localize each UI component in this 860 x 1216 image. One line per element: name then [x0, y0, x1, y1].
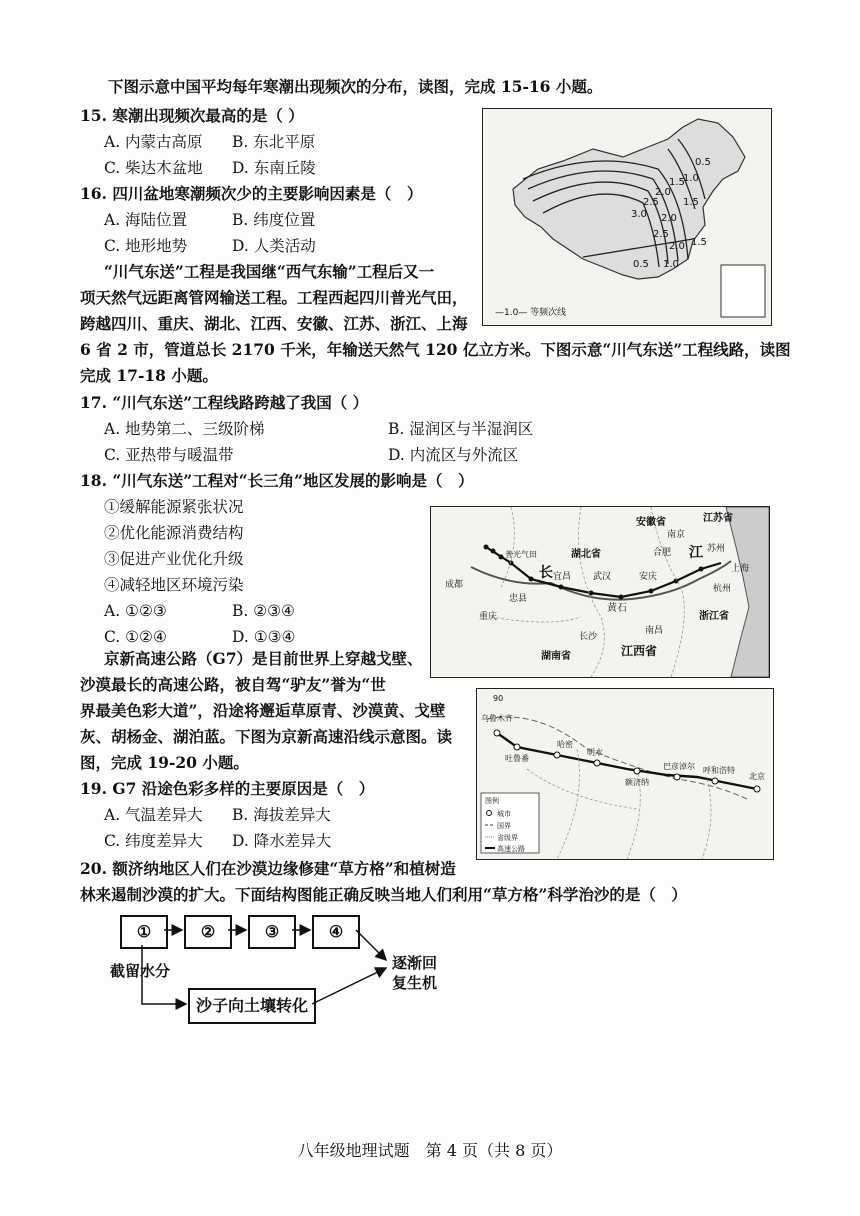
map-label-1-0: 1.0: [683, 173, 699, 184]
cold-wave-map-svg: [483, 109, 771, 325]
map-label-0-5: 0.5: [695, 157, 711, 168]
legend-city: 城市: [497, 810, 511, 818]
label-nanchang: 南昌: [645, 626, 664, 636]
question-16-stem: 16. 四川盆地寒潮频次少的主要影响因素是（ ）: [80, 184, 423, 203]
map-label-2-0: 2.0: [655, 187, 671, 198]
g7-expressway-map: [476, 688, 774, 860]
label-hami: 哈密: [557, 740, 573, 749]
map-label-2-0b: 2.0: [661, 213, 677, 224]
label-urumqi: 乌鲁木齐: [481, 714, 513, 723]
q18-option-d: D. ①③④: [232, 628, 296, 646]
page-footer: 八年级地理试题 第 4 页（共 8 页）: [297, 1141, 563, 1160]
west-east-gas-pipeline-map: [430, 506, 770, 678]
flow-box-3: ③: [248, 915, 296, 949]
label-bayannur: 巴彦淖尔: [663, 762, 695, 771]
intro-15-16: 下图示意中国平均每年寒潮出现频次的分布，读图，完成 15-16 小题。: [108, 77, 603, 96]
label-hunan: 湖南省: [541, 651, 571, 662]
intro-17-18-line2: 项天然气远距离管网输送工程。工程西起四川普光气田，: [80, 288, 468, 307]
label-shanghai: 上海: [731, 564, 750, 574]
q15-option-b: B. 东北平原: [232, 133, 316, 151]
map-label-2-0c: 2.0: [669, 241, 685, 252]
question-17-stem: 17. “川气东送”工程线路跨越了我国（ ）: [80, 393, 369, 412]
q15-option-c: C. 柴达木盆地: [104, 159, 203, 177]
map-label-1-0b: 1.0: [663, 259, 679, 270]
label-ejina: 额济纳: [625, 778, 649, 787]
south-sea-inset: [721, 265, 765, 317]
intro-17-18-line4: 6 省 2 市，管道总长 2170 千米，年输送天然气 120 亿立方米。下图示意“川气东送”工程线路，读图: [80, 340, 791, 359]
label-zhongxian: 忠县: [509, 594, 528, 604]
label-nanjing: 南京: [667, 530, 686, 540]
q16-option-c: C. 地形地势: [104, 237, 188, 255]
label-huangshi: 黄石: [607, 603, 627, 614]
q18-option-b: B. ②③④: [232, 602, 295, 620]
label-anqing: 安庆: [639, 572, 658, 582]
china-outline: [513, 119, 745, 279]
label-chongqing: 重庆: [479, 612, 498, 622]
label-zhejiang: 浙江省: [699, 611, 729, 622]
legend-title: 图例: [485, 797, 499, 805]
label-turpan: 吐鲁番: [505, 754, 529, 763]
flow-label-recover-2: 复生机: [392, 974, 438, 992]
question-18-stem: 18. “川气东送”工程对“长三角”地区发展的影响是（ ）: [80, 471, 474, 490]
q16-option-d: D. 人类活动: [232, 237, 316, 255]
label-jiangxi: 江西省: [621, 644, 658, 658]
label-mingshui: 明水: [587, 748, 603, 757]
label-anhui: 安徽省: [636, 517, 666, 528]
label-hangzhou: 杭州: [713, 584, 732, 594]
cold-wave-frequency-map: [482, 108, 772, 326]
flow-box-2: ②: [184, 915, 232, 949]
label-hohhot: 呼和浩特: [703, 766, 735, 775]
q19-option-a: A. 气温差异大: [104, 806, 203, 824]
map-label-1-5: 1.5: [669, 177, 685, 188]
g7-map-svg: [477, 689, 773, 859]
q17-option-c: C. 亚热带与暖温带: [104, 446, 234, 464]
intro-17-18-line3: 跨越四川、重庆、湖北、江西、安徽、江苏、浙江、上海: [80, 314, 468, 333]
question-15-stem: 15. 寒潮出现频次最高的是（ ）: [80, 106, 304, 125]
q18-item-3: ③促进产业优化升级: [104, 550, 244, 568]
flow-box-1: ①: [120, 915, 168, 949]
label-hubei: 湖北省: [571, 549, 601, 560]
label-changsha: 长沙: [579, 632, 598, 642]
legend-provincial: 省级界: [497, 834, 518, 842]
label-jiangsu: 江苏省: [703, 513, 733, 524]
flow-box-4: ④: [312, 915, 360, 949]
intro-17-18-line1: “川气东送”工程是我国继“西气东输”工程后又一: [104, 262, 435, 281]
map-label-2-5: 2.5: [643, 197, 659, 208]
label-beijing: 北京: [749, 772, 765, 781]
q19-option-b: B. 海拔差异大: [232, 806, 331, 824]
flow-box-sand-to-soil: 沙子向土壤转化: [188, 988, 316, 1024]
intro-17-18-line5: 完成 17-18 小题。: [80, 366, 218, 385]
question-19-stem: 19. G7 沿途色彩多样的主要原因是（ ）: [80, 779, 375, 798]
label-chengdu: 成都: [445, 580, 464, 590]
label-hefei: 合肥: [653, 548, 672, 558]
question-20-stem-line2: 林来遏制沙漠的扩大。下面结构图能正确反映当地人们利用“草方格”科学治沙的是（ ）: [80, 885, 687, 904]
map-label-1-5b: 1.5: [683, 197, 699, 208]
legend-expressway: 高速公路: [497, 845, 525, 853]
intro-19-20-line2: 沙漠最长的高速公路，被自驾“驴友”誉为“世: [80, 675, 386, 694]
east-sea: [726, 507, 769, 677]
pipeline-map-svg: [431, 507, 769, 677]
label-puguang: 普光气田: [505, 550, 537, 559]
map-label-2-5b: 2.5: [653, 229, 669, 240]
intro-19-20-line5: 图，完成 19-20 小题。: [80, 753, 249, 772]
label-lon-90: 90: [493, 694, 504, 703]
q15-option-d: D. 东南丘陵: [232, 159, 316, 177]
q15-option-a: A. 内蒙古高原: [104, 133, 203, 151]
q18-option-c: C. ①②④: [104, 628, 167, 646]
q19-option-c: C. 纬度差异大: [104, 832, 203, 850]
q17-option-d: D. 内流区与外流区: [388, 446, 519, 464]
map-legend-isoline: —1.0— 等频次线: [495, 308, 567, 318]
q18-item-2: ②优化能源消费结构: [104, 524, 244, 542]
q17-option-a: A. 地势第二、三级阶梯: [104, 420, 265, 438]
q19-option-d: D. 降水差异大: [232, 832, 332, 850]
legend-border: 国界: [497, 822, 511, 830]
map-label-3-0: 3.0: [631, 209, 647, 220]
q16-option-b: B. 纬度位置: [232, 211, 316, 229]
q16-option-a: A. 海陆位置: [104, 211, 188, 229]
label-river-chang: 长: [539, 565, 553, 581]
q18-option-a: A. ①②③: [104, 602, 167, 620]
q18-item-1: ①缓解能源紧张状况: [104, 498, 244, 516]
intro-19-20-line3: 界最美色彩大道”，沿途将邂逅草原青、沙漠黄、戈壁: [80, 701, 446, 720]
label-river-jiang: 江: [689, 545, 703, 561]
flow-label-recover-1: 逐渐回: [392, 954, 438, 972]
label-suzhou: 苏州: [707, 544, 726, 554]
intro-19-20-line1: 京新高速公路（G7）是目前世界上穿越戈壁、: [104, 649, 423, 668]
label-wuhan: 武汉: [593, 572, 612, 582]
question-20-stem-line1: 20. 额济纳地区人们在沙漠边缘修建“草方格”和植树造: [80, 859, 456, 878]
intro-19-20-line4: 灰、胡杨金、湖泊蓝。下图为京新高速沿线示意图。读: [80, 727, 453, 746]
map-label-1-5c: 1.5: [691, 237, 707, 248]
q18-item-4: ④减轻地区环境污染: [104, 576, 244, 594]
map-label-0-5b: 0.5: [633, 259, 649, 270]
label-yichang: 宜昌: [553, 572, 572, 582]
q17-option-b: B. 湿润区与半湿润区: [388, 420, 534, 438]
flow-label-retain-water: 截留水分: [110, 962, 171, 980]
